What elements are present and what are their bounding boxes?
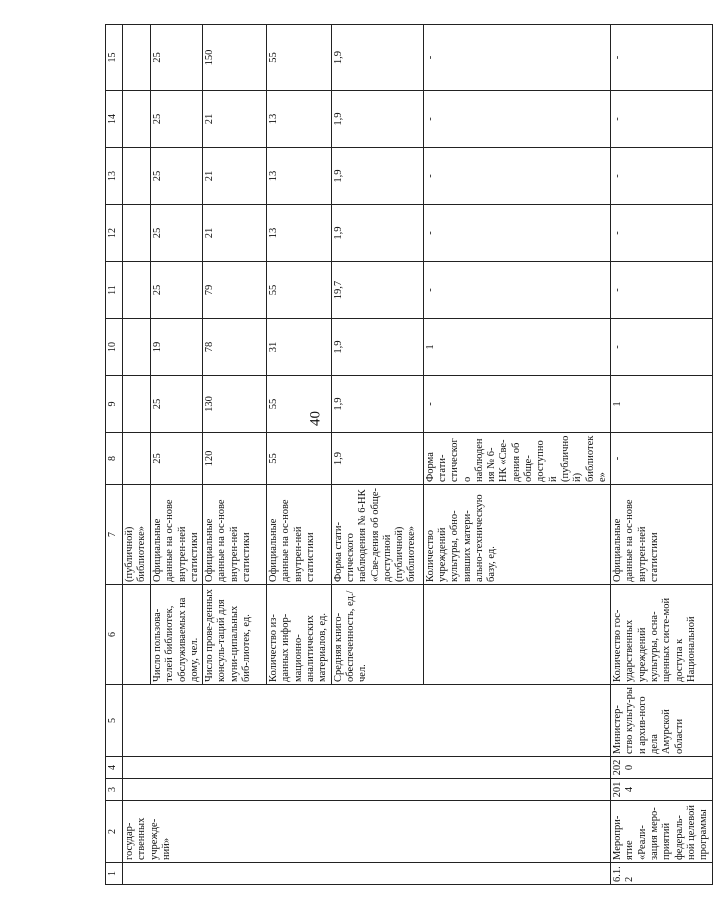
value-cell: 25 bbox=[151, 148, 203, 205]
value-cell: 1,9 bbox=[331, 205, 423, 262]
value-cell: 1 bbox=[423, 319, 610, 376]
value-cell: - bbox=[423, 376, 610, 433]
col-header: 2 bbox=[106, 801, 123, 863]
value-cell: 1,9 bbox=[331, 91, 423, 148]
col-header: 8 bbox=[106, 433, 123, 485]
indicator-source: Форма стати-стического наблюдения № 6-НК «Све-дения об обще-доступной (публичной) библиотеке» bbox=[423, 433, 610, 485]
col-header: 3 bbox=[106, 779, 123, 801]
value-cell: 55 bbox=[267, 25, 331, 91]
col-header: 13 bbox=[106, 148, 123, 205]
cell-name: государ-ственных учрежде-ний» bbox=[123, 801, 611, 863]
value-cell: 25 bbox=[151, 25, 203, 91]
value-cell: 25 bbox=[151, 205, 203, 262]
indicator-name: Количество учреждений культуры, обно-вивших матери-ально-техническую базу, ед. bbox=[423, 485, 610, 585]
col-header: 15 bbox=[106, 25, 123, 91]
indicator-name: Средняя книго-обеспеченность, ед./чел. bbox=[331, 585, 423, 685]
value-cell: 25 bbox=[151, 376, 203, 433]
value-cell: - bbox=[423, 262, 610, 319]
indicator-name: Количество из-данных инфор-мационно-аналитических материалов, ед. bbox=[267, 585, 331, 685]
indicator-source: Официальные данные на ос-нове внутрен-ней статистики bbox=[267, 485, 331, 585]
value-cell: - bbox=[423, 148, 610, 205]
value-cell: - bbox=[611, 148, 712, 205]
value-cell: - bbox=[611, 433, 712, 485]
value-cell: 21 bbox=[203, 205, 267, 262]
value-cell: 19,7 bbox=[331, 262, 423, 319]
col-header: 1 bbox=[106, 863, 123, 885]
col-header: 5 bbox=[106, 685, 123, 757]
rotated-table-container bbox=[105, 25, 710, 885]
cell-source: (публичной) библиотеке» bbox=[123, 485, 151, 585]
value-cell: - bbox=[423, 91, 610, 148]
col-header: 9 bbox=[106, 376, 123, 433]
page-number: 40 bbox=[307, 411, 324, 426]
value-cell: 120 bbox=[203, 433, 267, 485]
indicator-name: Число пользова-телей библиотек, обслуживаемых на дому, чел. bbox=[151, 585, 203, 685]
group-end-year: 2020 bbox=[611, 757, 712, 779]
value-cell: 130 bbox=[203, 376, 267, 433]
group-number: 6.1.2 bbox=[611, 863, 712, 885]
value-cell: 13 bbox=[267, 205, 331, 262]
indicator-source: Официальные данные на ос-нове внутрен-ней статистики bbox=[203, 485, 267, 585]
value-cell: 55 bbox=[267, 433, 331, 485]
value-cell: 150 bbox=[203, 25, 267, 91]
value-cell: 25 bbox=[151, 91, 203, 148]
value-cell: 1,9 bbox=[331, 376, 423, 433]
value-cell: - bbox=[423, 25, 610, 91]
value-cell: 1,9 bbox=[331, 25, 423, 91]
value-cell: 1 bbox=[611, 376, 712, 433]
indicator-source: Официальные данные на ос-нове внутрен-ней статистики bbox=[151, 485, 203, 585]
value-cell: - bbox=[611, 91, 712, 148]
col-header: 4 bbox=[106, 757, 123, 779]
value-cell: 13 bbox=[267, 148, 331, 205]
value-cell: - bbox=[611, 25, 712, 91]
col-header: 7 bbox=[106, 485, 123, 585]
table-row bbox=[611, 25, 712, 885]
value-cell: 1,9 bbox=[331, 148, 423, 205]
group-executor: Министер-ство культу-ры и архив-ного дела Амурской области bbox=[611, 685, 712, 757]
value-cell: 19 bbox=[151, 319, 203, 376]
indicator-source: Форма стати-стического наблюдения № 6-НК «Све-дения об обще-доступной (публичной) библиотеке» bbox=[331, 485, 423, 585]
value-cell: 1,9 bbox=[331, 319, 423, 376]
value-cell: - bbox=[611, 262, 712, 319]
value-cell: 55 bbox=[267, 262, 331, 319]
value-cell: 21 bbox=[203, 91, 267, 148]
col-header: 10 bbox=[106, 319, 123, 376]
value-cell: 25 bbox=[151, 262, 203, 319]
value-cell: 78 bbox=[203, 319, 267, 376]
indicator-name: Число прове-денных консуль-таций для муни-ципальных биб-лиотек, ед. bbox=[203, 585, 267, 685]
value-cell: 13 bbox=[267, 91, 331, 148]
col-header: 14 bbox=[106, 91, 123, 148]
group-start-year: 2014 bbox=[611, 779, 712, 801]
value-cell: 79 bbox=[203, 262, 267, 319]
indicators-table bbox=[105, 24, 713, 885]
value-cell: 31 bbox=[267, 319, 331, 376]
col-header: 11 bbox=[106, 262, 123, 319]
value-cell: 21 bbox=[203, 148, 267, 205]
value-cell: 55 bbox=[267, 376, 331, 433]
col-header: 6 bbox=[106, 585, 123, 685]
header-row bbox=[106, 25, 123, 885]
group-name: Меропри-ятие «Реали-зация меро-приятий федераль-ной целевой программы bbox=[611, 801, 712, 863]
value-cell: 1,9 bbox=[331, 433, 423, 485]
indicator-name: Количество гос-ударственных учреждений культуры, осна-щенных систе-мой доступа к Национальной bbox=[611, 585, 712, 685]
indicator-source: Официальные данные на ос-нове внутрен-ней статистики bbox=[611, 485, 712, 585]
col-header: 12 bbox=[106, 205, 123, 262]
value-cell: 25 bbox=[151, 433, 203, 485]
value-cell: - bbox=[611, 205, 712, 262]
value-cell: - bbox=[611, 319, 712, 376]
table-row bbox=[123, 25, 151, 885]
value-cell: - bbox=[423, 205, 610, 262]
